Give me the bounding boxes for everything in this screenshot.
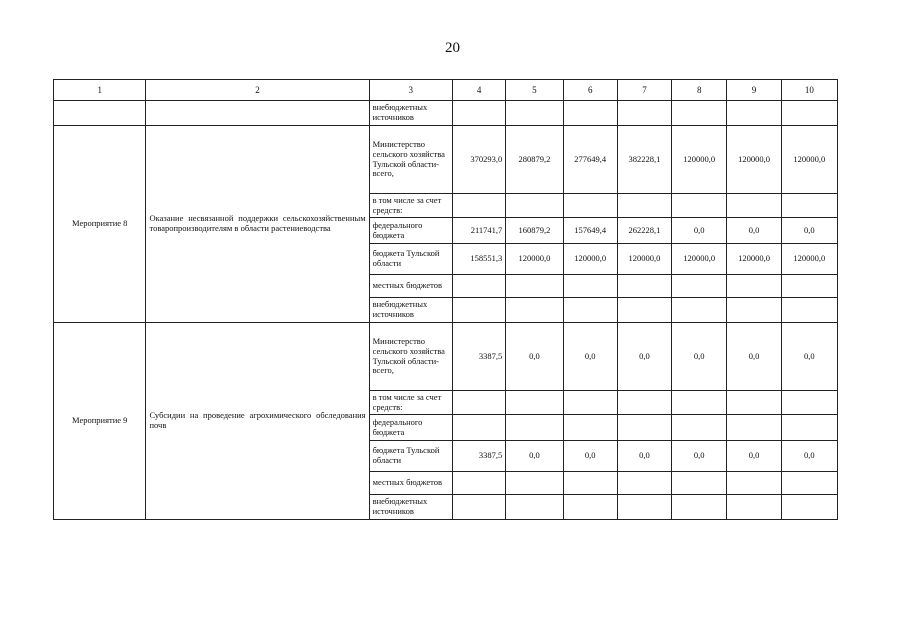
- value-cell: [727, 472, 781, 495]
- column-header: 2: [146, 80, 369, 101]
- value-cell: [563, 101, 617, 126]
- value-cell: [506, 298, 563, 323]
- column-header: 3: [369, 80, 452, 101]
- value-cell: [727, 275, 781, 298]
- value-cell: 120000,0: [672, 244, 727, 275]
- event-cell: [54, 101, 146, 126]
- value-cell: 0,0: [781, 441, 837, 472]
- column-header: 5: [506, 80, 563, 101]
- value-cell: 370293,0: [453, 126, 506, 194]
- value-cell: 0,0: [672, 441, 727, 472]
- value-cell: 157649,4: [563, 218, 617, 244]
- column-header: 1: [54, 80, 146, 101]
- value-cell: [781, 194, 837, 218]
- value-cell: [563, 275, 617, 298]
- value-cell: [617, 194, 671, 218]
- value-cell: 120000,0: [781, 126, 837, 194]
- measure-name: Мероприятие 9: [54, 323, 146, 520]
- value-cell: [672, 194, 727, 218]
- value-cell: [506, 101, 563, 126]
- value-cell: 262228,1: [617, 218, 671, 244]
- value-cell: [781, 298, 837, 323]
- value-cell: [727, 391, 781, 415]
- column-header: 4: [453, 80, 506, 101]
- column-header: 8: [672, 80, 727, 101]
- value-cell: 0,0: [727, 441, 781, 472]
- value-cell: 382228,1: [617, 126, 671, 194]
- budget-table: [53, 79, 838, 520]
- value-cell: [453, 391, 506, 415]
- funding-source: внебюджетных источников: [369, 101, 452, 126]
- value-cell: 211741,7: [453, 218, 506, 244]
- funding-source: местных бюджетов: [369, 472, 452, 495]
- value-cell: [727, 298, 781, 323]
- value-cell: [781, 495, 837, 520]
- value-cell: [672, 415, 727, 441]
- value-cell: [563, 194, 617, 218]
- value-cell: [781, 391, 837, 415]
- value-cell: [506, 391, 563, 415]
- value-cell: 0,0: [617, 323, 671, 391]
- value-cell: [563, 472, 617, 495]
- value-cell: [506, 194, 563, 218]
- page-number: 20: [445, 40, 460, 56]
- funding-source: Министерство сельского хозяйства Тульской области- всего,: [369, 323, 452, 391]
- value-cell: 0,0: [781, 323, 837, 391]
- value-cell: [617, 495, 671, 520]
- column-header: 9: [727, 80, 781, 101]
- value-cell: 120000,0: [672, 126, 727, 194]
- value-cell: [563, 298, 617, 323]
- value-cell: [781, 101, 837, 126]
- value-cell: [506, 415, 563, 441]
- value-cell: 158551,3: [453, 244, 506, 275]
- value-cell: 160879,2: [506, 218, 563, 244]
- value-cell: [672, 472, 727, 495]
- value-cell: [453, 194, 506, 218]
- table-row: [54, 323, 838, 391]
- value-cell: 120000,0: [727, 244, 781, 275]
- value-cell: 277649,4: [563, 126, 617, 194]
- table-row: [54, 126, 838, 194]
- column-header: 7: [617, 80, 671, 101]
- value-cell: [453, 495, 506, 520]
- value-cell: [781, 472, 837, 495]
- value-cell: [617, 415, 671, 441]
- value-cell: 120000,0: [563, 244, 617, 275]
- table-row: [54, 101, 838, 126]
- value-cell: [453, 275, 506, 298]
- value-cell: 0,0: [617, 441, 671, 472]
- value-cell: [617, 298, 671, 323]
- measure-description: Субсидии на проведение агрохимического обследования почв: [146, 323, 369, 520]
- funding-source: бюджета Тульской области: [369, 244, 452, 275]
- value-cell: 0,0: [727, 323, 781, 391]
- value-cell: 0,0: [672, 218, 727, 244]
- value-cell: [672, 298, 727, 323]
- value-cell: 280879,2: [506, 126, 563, 194]
- measure-description: Оказание несвязанной поддержки сельскохозяйственным товаропроизводителям в области растениеводства: [146, 126, 369, 323]
- value-cell: [453, 101, 506, 126]
- value-cell: [563, 415, 617, 441]
- value-cell: [506, 472, 563, 495]
- funding-source: федерального бюджета: [369, 218, 452, 244]
- value-cell: 120000,0: [506, 244, 563, 275]
- value-cell: [617, 101, 671, 126]
- value-cell: 0,0: [506, 441, 563, 472]
- value-cell: 0,0: [781, 218, 837, 244]
- funding-source: федерального бюджета: [369, 415, 452, 441]
- funding-source: в том числе за счет средств:: [369, 194, 452, 218]
- value-cell: 0,0: [506, 323, 563, 391]
- value-cell: [617, 391, 671, 415]
- column-header: 6: [563, 80, 617, 101]
- value-cell: [563, 495, 617, 520]
- value-cell: [672, 391, 727, 415]
- value-cell: [781, 275, 837, 298]
- funding-source: бюджета Тульской области: [369, 441, 452, 472]
- value-cell: [617, 472, 671, 495]
- value-cell: [727, 194, 781, 218]
- value-cell: 120000,0: [727, 126, 781, 194]
- value-cell: 3387,5: [453, 323, 506, 391]
- value-cell: [563, 391, 617, 415]
- value-cell: [727, 415, 781, 441]
- funding-source: местных бюджетов: [369, 275, 452, 298]
- value-cell: [617, 275, 671, 298]
- value-cell: [506, 275, 563, 298]
- header-row: [54, 80, 838, 101]
- value-cell: 0,0: [563, 441, 617, 472]
- funding-source: внебюджетных источников: [369, 298, 452, 323]
- value-cell: [727, 495, 781, 520]
- value-cell: 3387,5: [453, 441, 506, 472]
- funding-source: Министерство сельского хозяйства Тульской области- всего,: [369, 126, 452, 194]
- value-cell: [672, 275, 727, 298]
- value-cell: 0,0: [563, 323, 617, 391]
- description-cell: [146, 101, 369, 126]
- value-cell: 120000,0: [781, 244, 837, 275]
- funding-source: внебюджетных источников: [369, 495, 452, 520]
- value-cell: [506, 495, 563, 520]
- measure-name: Мероприятие 8: [54, 126, 146, 323]
- value-cell: 0,0: [672, 323, 727, 391]
- value-cell: [453, 415, 506, 441]
- value-cell: [781, 415, 837, 441]
- column-header: 10: [781, 80, 837, 101]
- value-cell: [672, 101, 727, 126]
- value-cell: 0,0: [727, 218, 781, 244]
- value-cell: 120000,0: [617, 244, 671, 275]
- value-cell: [672, 495, 727, 520]
- value-cell: [453, 472, 506, 495]
- value-cell: [727, 101, 781, 126]
- value-cell: [453, 298, 506, 323]
- funding-source: в том числе за счет средств:: [369, 391, 452, 415]
